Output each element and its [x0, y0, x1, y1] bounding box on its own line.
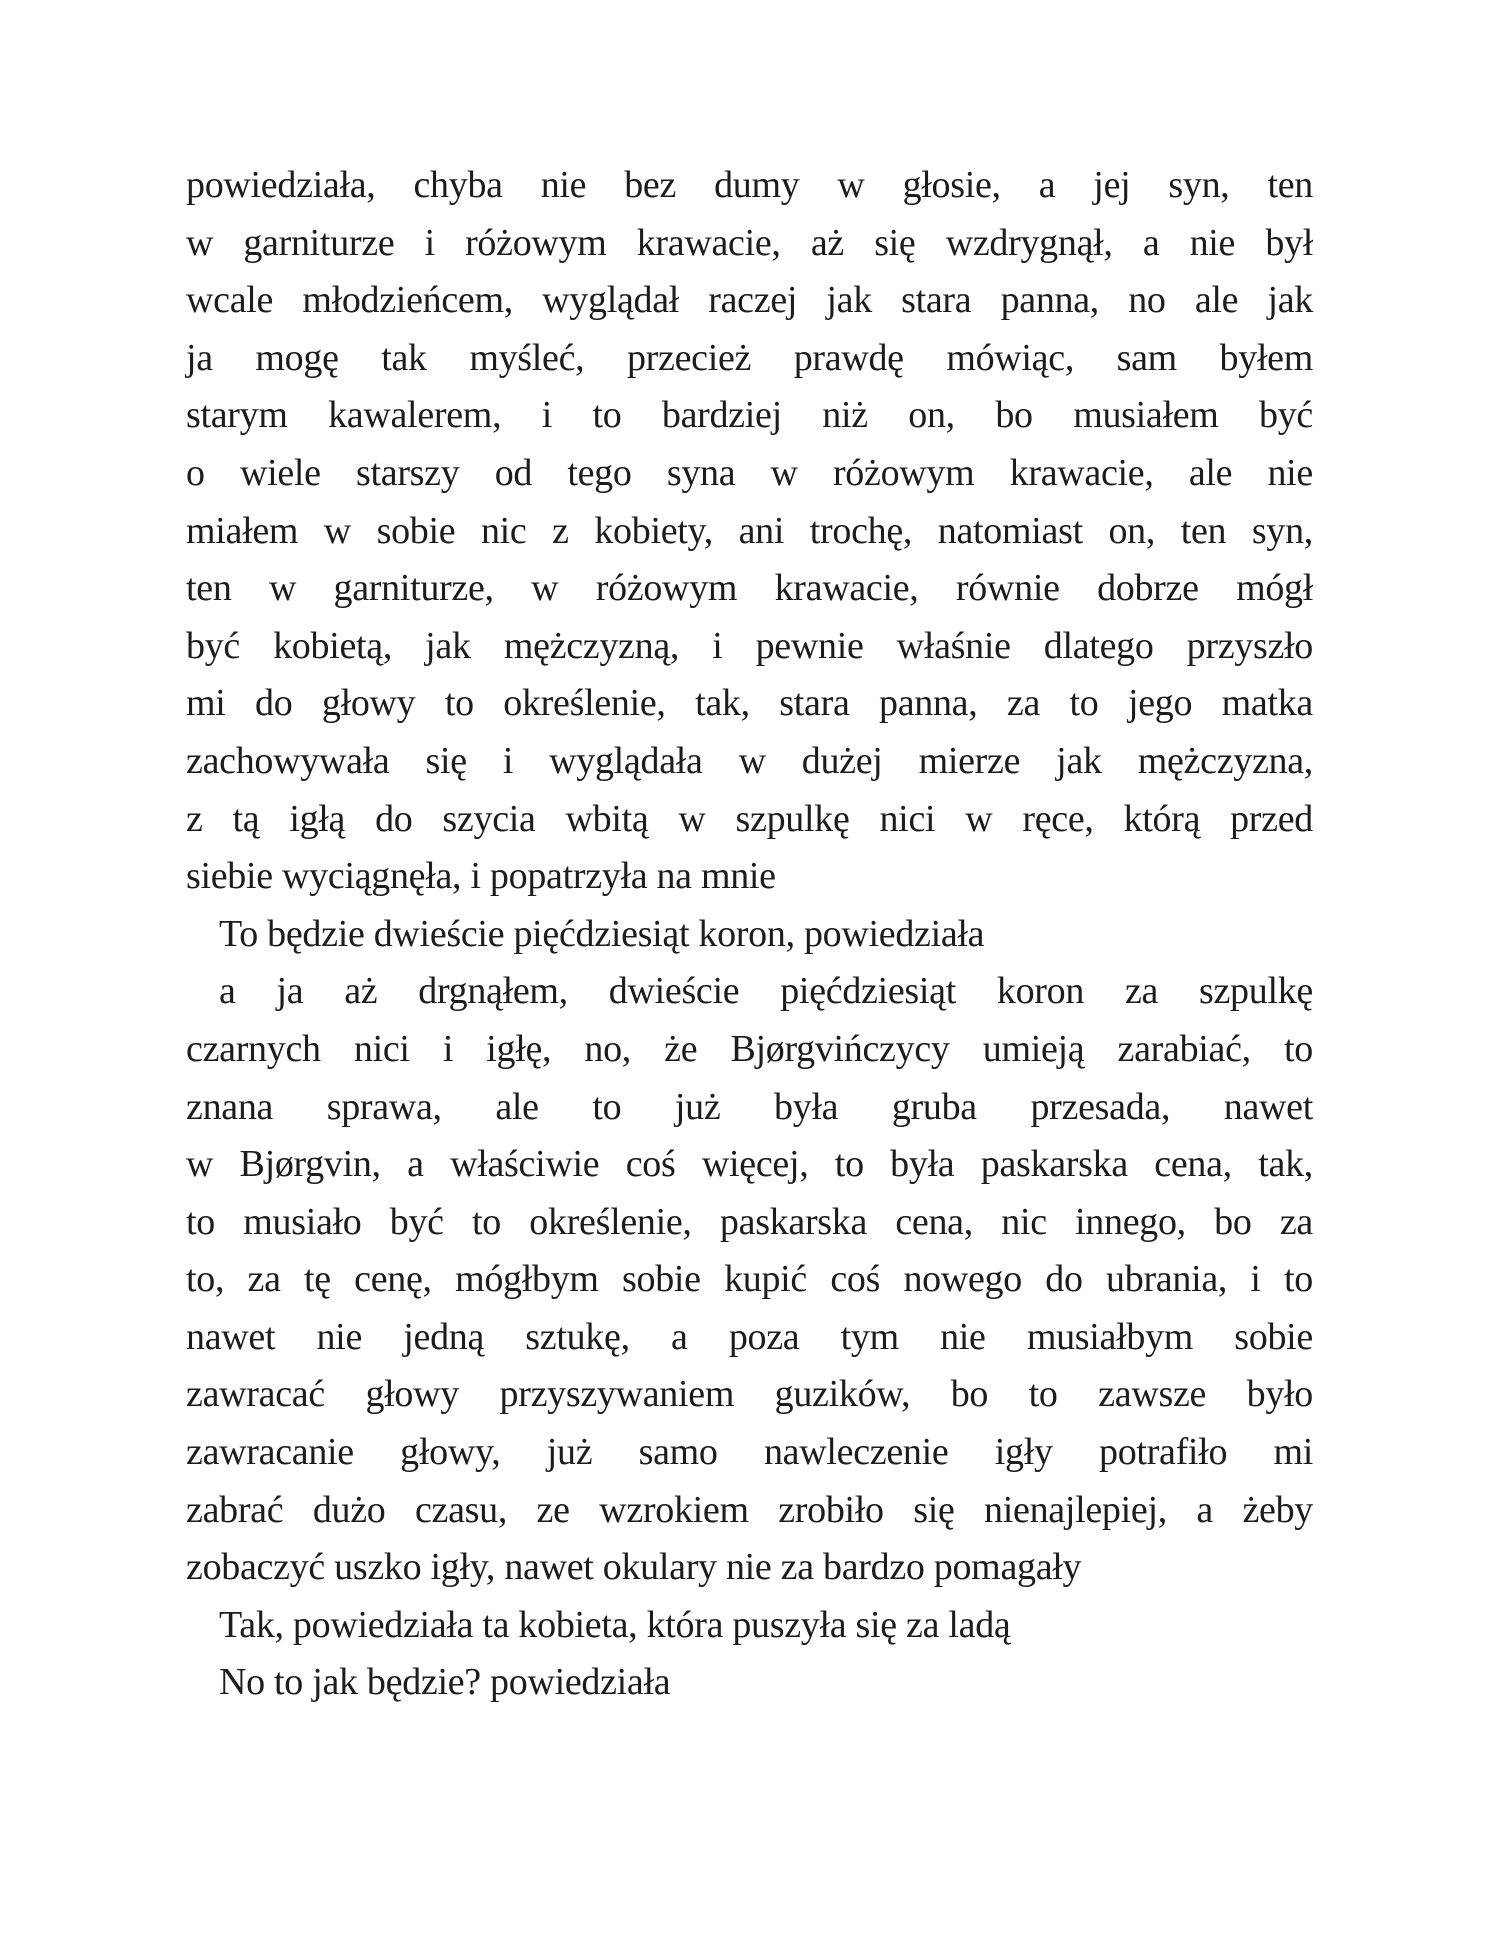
text-line: być kobietą, jak mężczyzną, i pewnie właśnie dlatego przyszło — [186, 624, 1313, 667]
text-line: a ja aż drgnąłem, dwieście pięćdziesiąt koron za szpulkę — [219, 970, 1313, 1013]
text-line: powiedziała, chyba nie bez dumy w głosie, a jej syn, ten — [186, 164, 1313, 206]
page-text — [186, 157, 1313, 1712]
text-line: to musiało być to określenie, paskarska cena, nic innego, bo za — [186, 1200, 1313, 1243]
text-line: to, za tę cenę, mógłbym sobie kupić coś nowego do ubrania, i to — [186, 1258, 1313, 1301]
text-line: zawracanie głowy, już samo nawleczenie igły potrafiło mi — [186, 1431, 1313, 1474]
text-line: zabrać dużo czasu, ze wzrokiem zrobiło się nienajlepiej, a żeby — [186, 1488, 1313, 1531]
text-line: wcale młodzieńcem, wyglądał raczej jak stara panna, no ale jak — [186, 279, 1313, 322]
text-line: zobaczyć uszko igły, nawet okulary nie za bardzo pomagały — [186, 1546, 1082, 1589]
text-line: siebie wyciągnęła, i popatrzyła na mnie — [186, 855, 776, 898]
text-line-dialogue: To będzie dwieście pięćdziesiąt koron, powiedziała — [219, 912, 985, 955]
text-line: zawracać głowy przyszywaniem guzików, bo to zawsze było — [186, 1373, 1313, 1416]
text-line: zachowywała się i wyglądała w dużej mierze jak mężczyzna, — [186, 739, 1313, 782]
text-line: w Bjørgvin, a właściwie coś więcej, to była paskarska cena, tak, — [186, 1143, 1313, 1186]
text-line: mi do głowy to określenie, tak, stara panna, za to jego matka — [186, 682, 1313, 725]
text-line-dialogue: No to jak będzie? powiedziała — [219, 1661, 671, 1704]
text-line: starym kawalerem, i to bardziej niż on, bo musiałem być — [186, 394, 1313, 437]
text-line: ja mogę tak myśleć, przecież prawdę mówiąc, sam byłem — [186, 336, 1313, 379]
text-line: w garniturze i różowym krawacie, aż się wzdrygnął, a nie był — [186, 221, 1313, 264]
text-line: z tą igłą do szycia wbitą w szpulkę nici w ręce, którą przed — [186, 797, 1313, 840]
text-line: znana sprawa, ale to już była gruba przesada, nawet — [186, 1085, 1313, 1128]
text-line: nawet nie jedną sztukę, a poza tym nie musiałbym sobie — [186, 1315, 1313, 1358]
text-line: ten w garniturze, w różowym krawacie, równie dobrze mógł — [186, 567, 1313, 610]
text-line: czarnych nici i igłę, no, że Bjørgvińczycy umieją zarabiać, to — [186, 1027, 1313, 1070]
text-line: o wiele starszy od tego syna w różowym krawacie, ale nie — [186, 451, 1313, 494]
text-line-dialogue: Tak, powiedziała ta kobieta, która puszyła się za ladą — [219, 1603, 1011, 1646]
text-line: miałem w sobie nic z kobiety, ani trochę, natomiast on, ten syn, — [186, 509, 1313, 552]
